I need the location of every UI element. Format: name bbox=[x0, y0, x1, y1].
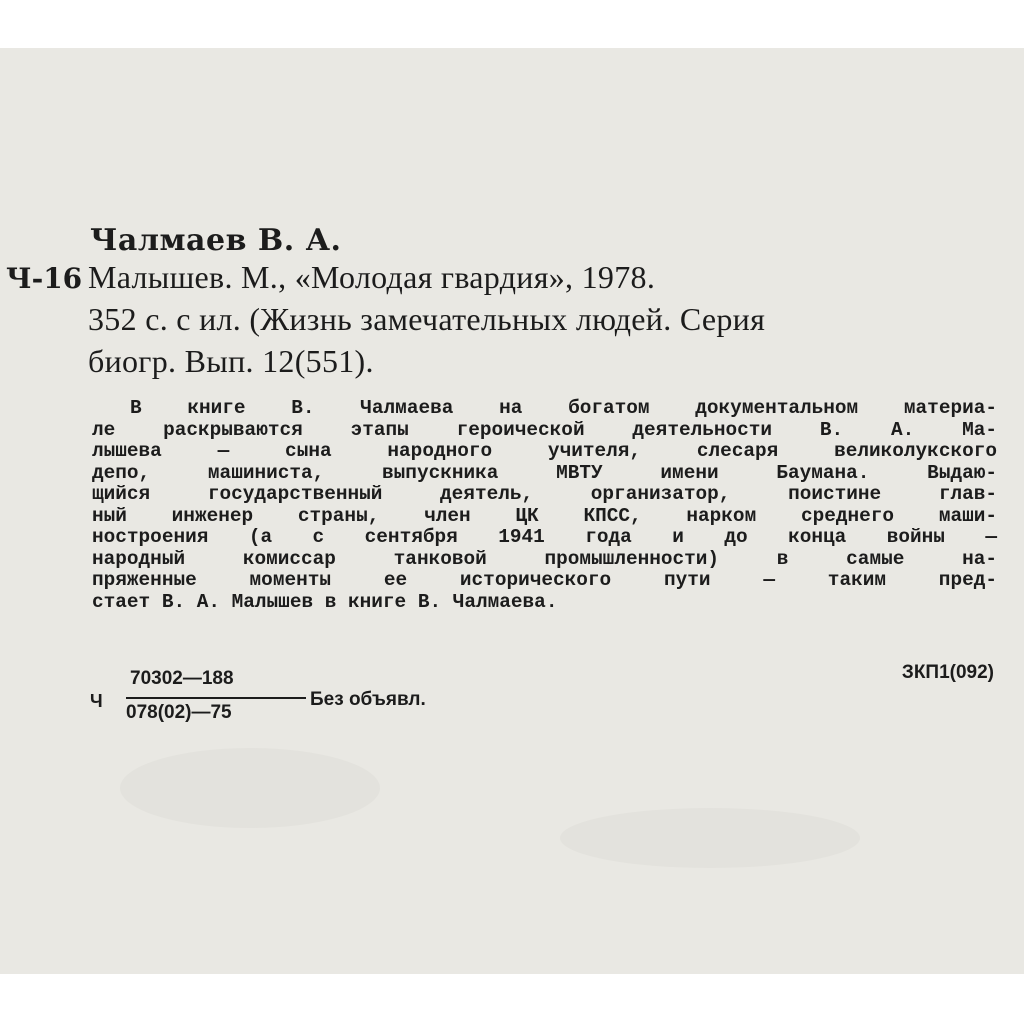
annotation-line: В книге В. Чалмаева на богатом документальном материа- bbox=[130, 397, 997, 419]
code-numerator: 70302—188 bbox=[130, 668, 234, 689]
citation-line: Малышев. М., «Молодая гвардия», 1978. bbox=[88, 259, 656, 295]
annotation-line: пряженные моменты ее исторического пути — таким пред- bbox=[92, 569, 997, 591]
price-note: Без объявл. bbox=[310, 689, 426, 710]
citation-line: биогр. Вып. 12(551). bbox=[88, 343, 374, 379]
paper-smudge bbox=[560, 808, 860, 868]
fraction-rule bbox=[126, 697, 306, 699]
annotation-line: депо, машиниста, выпускника МВТУ имени Баумана. Выдаю- bbox=[92, 461, 997, 484]
annotation-line: щийся государственный деятель, организатор, поистине глав- bbox=[92, 483, 997, 505]
annotation-text bbox=[92, 398, 997, 613]
citation-line: 352 с. с ил. (Жизнь замечательных людей. Серия bbox=[88, 301, 766, 337]
classification-index: Ч-16 bbox=[6, 262, 83, 295]
annotation-line: лышева — сына народного учителя, слесаря великолукского bbox=[92, 440, 997, 462]
author-heading: Чалмаев В. А. bbox=[90, 223, 342, 258]
catalog-card-page bbox=[0, 48, 1024, 974]
annotation-line: ностроения (а с сентября 1941 года и до конца войны — bbox=[92, 526, 997, 548]
annotation-line: ный инженер страны, член ЦК КПСС, нарком среднего маши- bbox=[92, 504, 997, 527]
annotation-line: стает В. А. Малышев в книге В. Чалмаева. bbox=[92, 590, 558, 613]
annotation-line: народный комиссар танковой промышленности) в самые на- bbox=[92, 547, 997, 570]
bbk-code: ЗКП1(092) bbox=[901, 662, 994, 683]
bibliographic-citation bbox=[88, 256, 765, 382]
annotation-line: ле раскрываются этапы героической деятельности В. А. Ма- bbox=[92, 418, 997, 441]
paper-smudge bbox=[120, 748, 380, 828]
code-letter: Ч bbox=[90, 691, 103, 711]
code-denominator: 078(02)—75 bbox=[126, 702, 232, 723]
